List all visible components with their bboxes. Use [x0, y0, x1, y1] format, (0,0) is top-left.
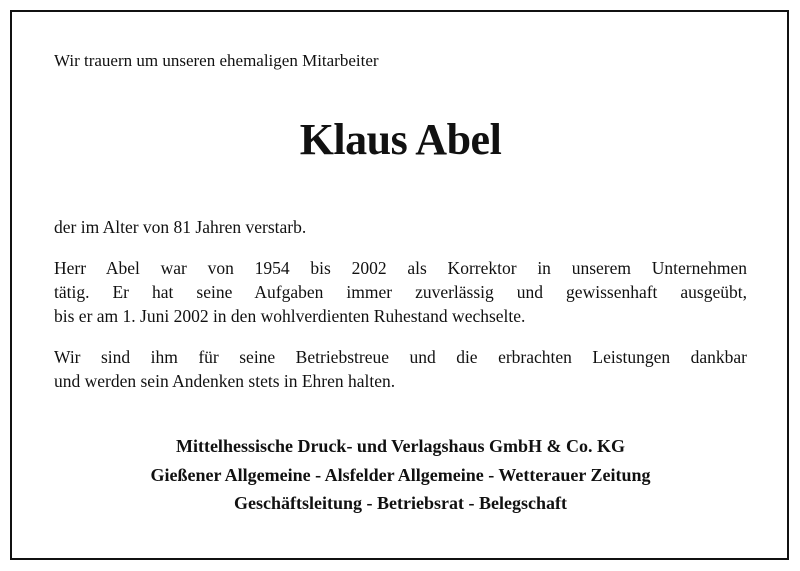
gratitude-paragraph — [54, 345, 747, 393]
career-line: Herr Abel war von 1954 bis 2002 als Korrektor in unserem Unternehmen — [54, 258, 747, 278]
career-line: bis er am 1. Juni 2002 in den wohlverdienten Ruhestand wechselte. — [54, 306, 526, 326]
obituary-frame — [10, 10, 789, 560]
career-paragraph — [54, 256, 747, 328]
gratitude-line: und werden sein Andenken stets in Ehren halten. — [54, 371, 396, 391]
newspapers-line: Gießener Allgemeine - Alsfelder Allgemeine - Wetterauer Zeitung — [150, 464, 651, 485]
age-line: der im Alter von 81 Jahren verstarb. — [54, 217, 307, 237]
signature-block — [54, 432, 747, 518]
company-name: Mittelhessische Druck- und Verlagshaus GmbH & Co. KG — [175, 436, 626, 456]
career-line: tätig. Er hat seine Aufgaben immer zuverlässig und gewissenhaft ausgeübt, — [54, 282, 747, 302]
signatories-line: Geschäftsleitung - Betriebsrat - Belegschaft — [234, 493, 567, 513]
deceased-name: Klaus Abel — [299, 115, 502, 164]
intro-text: Wir trauern um unseren ehemaligen Mitarbeiter — [54, 51, 379, 70]
obituary-content — [54, 12, 747, 558]
gratitude-line: Wir sind ihm für seine Betriebstreue und die erbrachten Leistungen dankbar — [54, 347, 747, 367]
